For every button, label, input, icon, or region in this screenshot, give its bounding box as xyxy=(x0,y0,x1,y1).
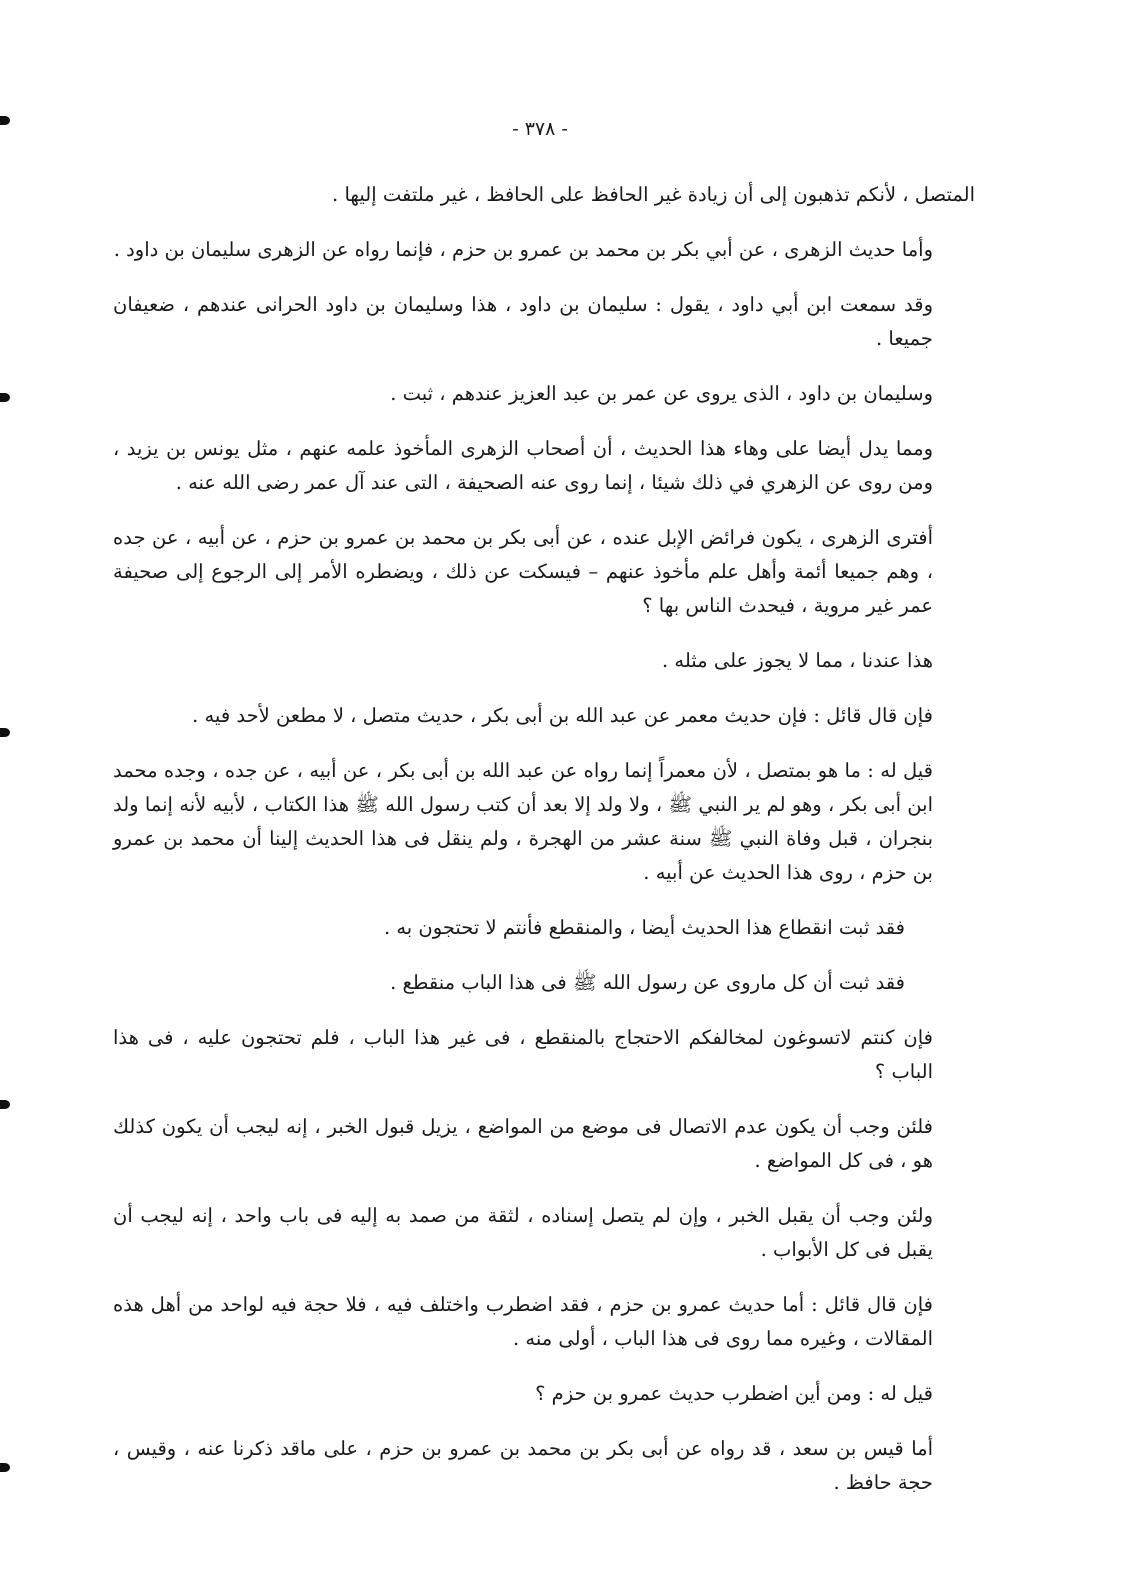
paragraph: أفترى الزهرى ، يكون فرائض الإبل عنده ، عن أبى بكر بن محمد بن عمرو بن حزم ، عن أبيه ، عن جده ، وهم جميعا أئمة وأهل علم مأخوذ عنهم – فيسكت عن ذلك ، ويضطره الأمر إلى الرجوع إلى صحيفة عمر غير مروية ، فيحدث الناس بها ؟ xyxy=(113,526,933,617)
paragraph: فقد ثبت أن كل ماروى عن رسول الله ﷺ فى هذا الباب منقطع . xyxy=(390,971,905,994)
paragraph: قيل له : ما هو بمتصل ، لأن معمراً إنما رواه عن عبد الله بن أبى بكر ، عن أبيه ، عن جده ، وجده محمد ابن أبى بكر ، وهو لم ير النبي ﷺ ، ولا ولد إلا بعد أن كتب رسول الله ﷺ هذا الكتاب ، لأبيه لأنه إنما ولد بنجران ، قبل وفاة النبي ﷺ سنة عشر من الهجرة ، ولم ينقل فى هذا الحديث إلينا أن محمد بن عمرو بن حزم ، روى هذا الحديث عن أبيه . xyxy=(113,759,933,884)
paragraph: ولئن وجب أن يقبل الخبر ، وإن لم يتصل إسناده ، لثقة من صمد به إليه فى باب واحد ، إنه ليجب أن يقبل فى كل الأبواب . xyxy=(113,1204,933,1261)
paragraph: فإن قال قائل : فإن حديث معمر عن عبد الله بن أبى بكر ، حديث متصل ، لا مطعن لأحد فيه . xyxy=(192,704,933,727)
paragraph: وقد سمعت ابن أبي داود ، يقول : سليمان بن داود ، هذا وسليمان بن داود الحرانى عندهم ، ضعيفان جميعا . xyxy=(113,293,933,350)
punch-hole-mark xyxy=(0,728,10,737)
punch-hole-mark xyxy=(0,393,10,402)
paragraph: فلئن وجب أن يكون عدم الاتصال فى موضع من المواضع ، يزيل قبول الخبر ، إنه ليجب أن يكون كذلك هو ، فى كل المواضع . xyxy=(113,1115,933,1172)
paragraph: وأما حديث الزهرى ، عن أبي بكر بن محمد بن عمرو بن حزم ، فإنما رواه عن الزهرى سليمان بن داود . xyxy=(113,238,933,261)
page-number: - ٣٧٨ - xyxy=(512,118,568,140)
paragraph: أما قيس بن سعد ، قد رواه عن أبى بكر بن محمد بن عمرو بن حزم ، على ماقد ذكرنا عنه ، وقيس ، حجة حافظ . xyxy=(113,1437,933,1494)
paragraph: وسليمان بن داود ، الذى يروى عن عمر بن عبد العزيز عندهم ، ثبت . xyxy=(390,382,933,405)
paragraph: هذا عندنا ، مما لا يجوز على مثله . xyxy=(661,649,933,672)
paragraph: قيل له : ومن أين اضطرب حديث عمرو بن حزم ؟ xyxy=(535,1382,933,1405)
paragraph: فإن كنتم لاتسوغون لمخالفكم الاحتجاج بالمنقطع ، فى غير هذا الباب ، فلم تحتجون عليه ، فى هذا الباب ؟ xyxy=(113,1026,933,1083)
body-text xyxy=(113,178,975,1521)
punch-hole-mark xyxy=(0,1463,10,1472)
punch-hole-mark xyxy=(0,1100,10,1109)
paragraph: المتصل ، لأنكم تذهبون إلى أن زيادة غير الحافظ على الحافظ ، غير ملتفت إليها . xyxy=(332,183,975,206)
paragraph: ومما يدل أيضا على وهاء هذا الحديث ، أن أصحاب الزهرى المأخوذ علمه عنهم ، مثل يونس بن يزيد ، ومن روى عن الزهري في ذلك شيئا ، إنما روى عنه الصحيفة ، التى عند آل عمر رضى الله عنه . xyxy=(113,437,933,494)
paragraph: فقد ثبت انقطاع هذا الحديث أيضا ، والمنقطع فأنتم لا تحتجون به . xyxy=(383,916,905,939)
paragraph: فإن قال قائل : أما حديث عمرو بن حزم ، فقد اضطرب واختلف فيه ، فلا حجة فيه لواحد من أهل هذه المقالات ، وغيره مما روى فى هذا الباب ، أولى منه . xyxy=(113,1293,933,1350)
